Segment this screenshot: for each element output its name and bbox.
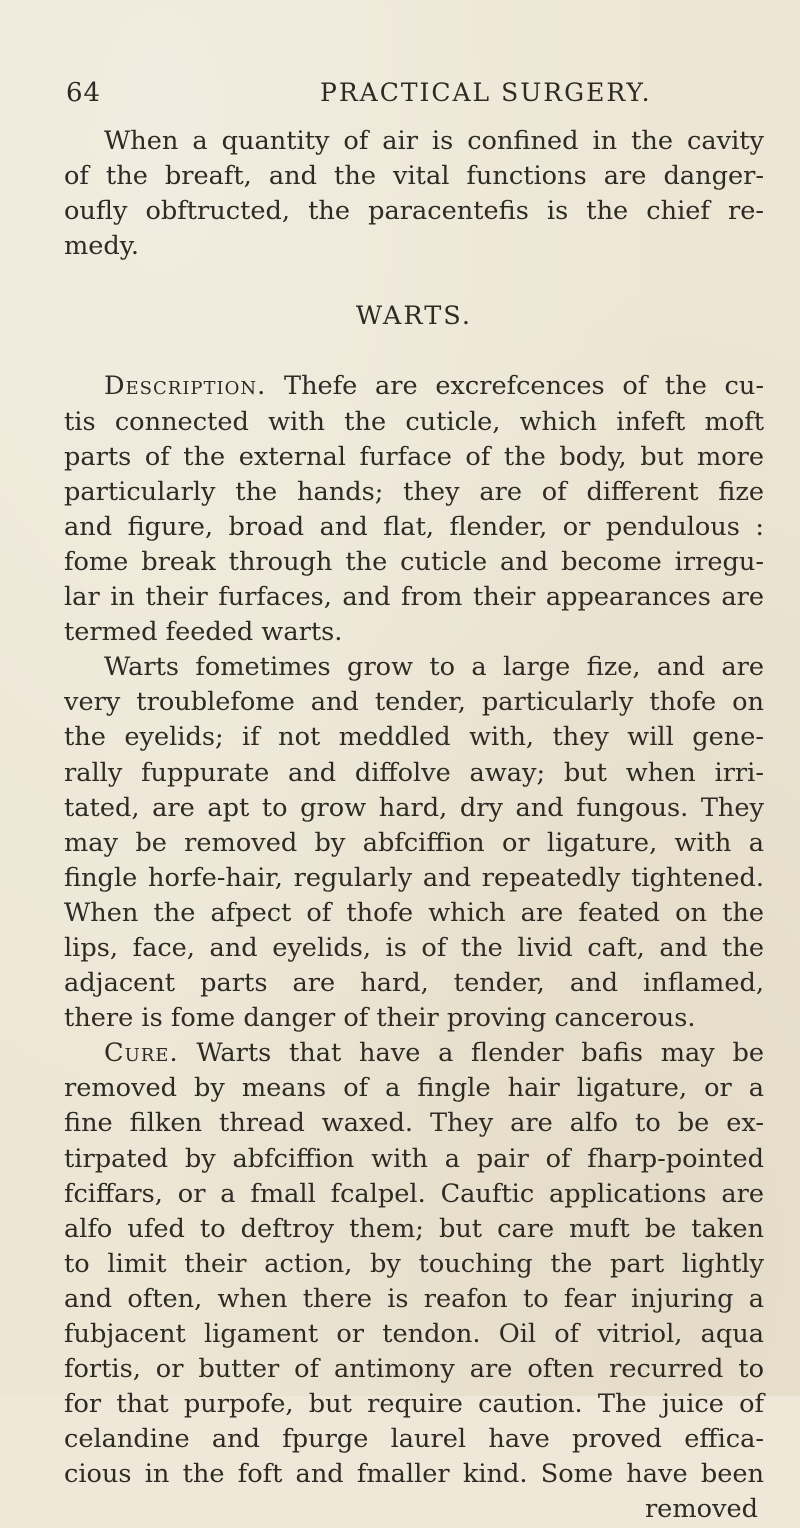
text-line: termed feeded warts. [64,617,343,648]
text-line: When a quantity of air is confined in the cavity [104,126,764,156]
body-text [64,124,764,1528]
text-line: tated, are apt to grow hard, dry and fungous. They [64,792,764,823]
text-line: cious in the foft and fmaller kind. Some have been [64,1459,764,1490]
running-head [58,78,758,110]
page-number: 64 [66,78,102,108]
text-line: of the breaft, and the vital functions are danger- [64,161,764,192]
cure-first-line: Warts that have a flender bafis may be [196,1038,764,1069]
text-line: the eyelids; if not meddled with, they will gene- [64,722,764,753]
text-line: fciffars, or a fmall fcalpel. Cauftic applications are [64,1178,764,1209]
text-line: tis connected with the cuticle, which infeft moft [64,406,764,437]
text-line: fine filken thread waxed. They are alfo to be ex- [64,1108,764,1139]
text-line: very troublefome and tender, particularly thofe on [64,687,764,718]
text-line: for that purpofe, but require caution. The juice of [64,1389,764,1420]
catchword: removed [644,1494,758,1525]
text-line: removed by means of a fingle hair ligature, or a [64,1073,764,1104]
cure-label: Cure. [104,1038,179,1069]
text-line: oufly obftructed, the paracentefis is the chief re- [64,196,764,227]
text-line: and often, when there is reafon to fear injuring a [64,1283,764,1314]
text-line [64,369,764,404]
text-line: alfo ufed to deftroy them; but care muft be taken [64,1213,764,1244]
text-line: may be removed by abfciffion or ligature, with a [64,827,764,858]
text-line: fome break through the cuticle and become irregu- [64,546,764,577]
description-label: Description. [104,371,267,402]
description-first-line: Thefe are excrefcences of the cu- [284,371,765,402]
text-line: When the afpect of thofe which are feated on the [64,897,764,928]
text-line: and figure, broad and flat, flender, or pendulous : [64,511,764,542]
text-line: lips, face, and eyelids, is of the livid caft, and the [64,932,764,963]
running-title: PRACTICAL SURGERY. [320,78,652,107]
text-line: fortis, or butter of antimony are often recurred to [64,1354,764,1385]
text-line: medy. [64,231,139,262]
section-heading: WARTS. [355,301,473,332]
text-line: Warts fometimes grow to a large fize, and are [104,652,764,683]
text-line: fingle horfe-hair, regularly and repeatedly tightened. [64,862,764,893]
text-line: lar in their furfaces, and from their appearances are [64,582,764,613]
text-line: particularly the hands; they are of different fize [64,476,764,507]
text-line: adjacent parts are hard, tender, and inflamed, [64,968,764,999]
text-line: fubjacent ligament or tendon. Oil of vitriol, aqua [64,1319,764,1349]
text-line [64,1036,764,1071]
text-line: tirpated by abfciffion with a pair of fharp-pointed [64,1143,764,1174]
text-line: rally fuppurate and diffolve away; but when irri- [64,757,764,788]
text-line: there is fome danger of their proving cancerous. [64,1003,696,1034]
text-line: parts of the external furface of the body, but more [64,441,764,472]
text-line: to limit their action, by touching the part lightly [64,1248,764,1279]
text-line: celandine and fpurge laurel have proved effica- [64,1424,764,1455]
